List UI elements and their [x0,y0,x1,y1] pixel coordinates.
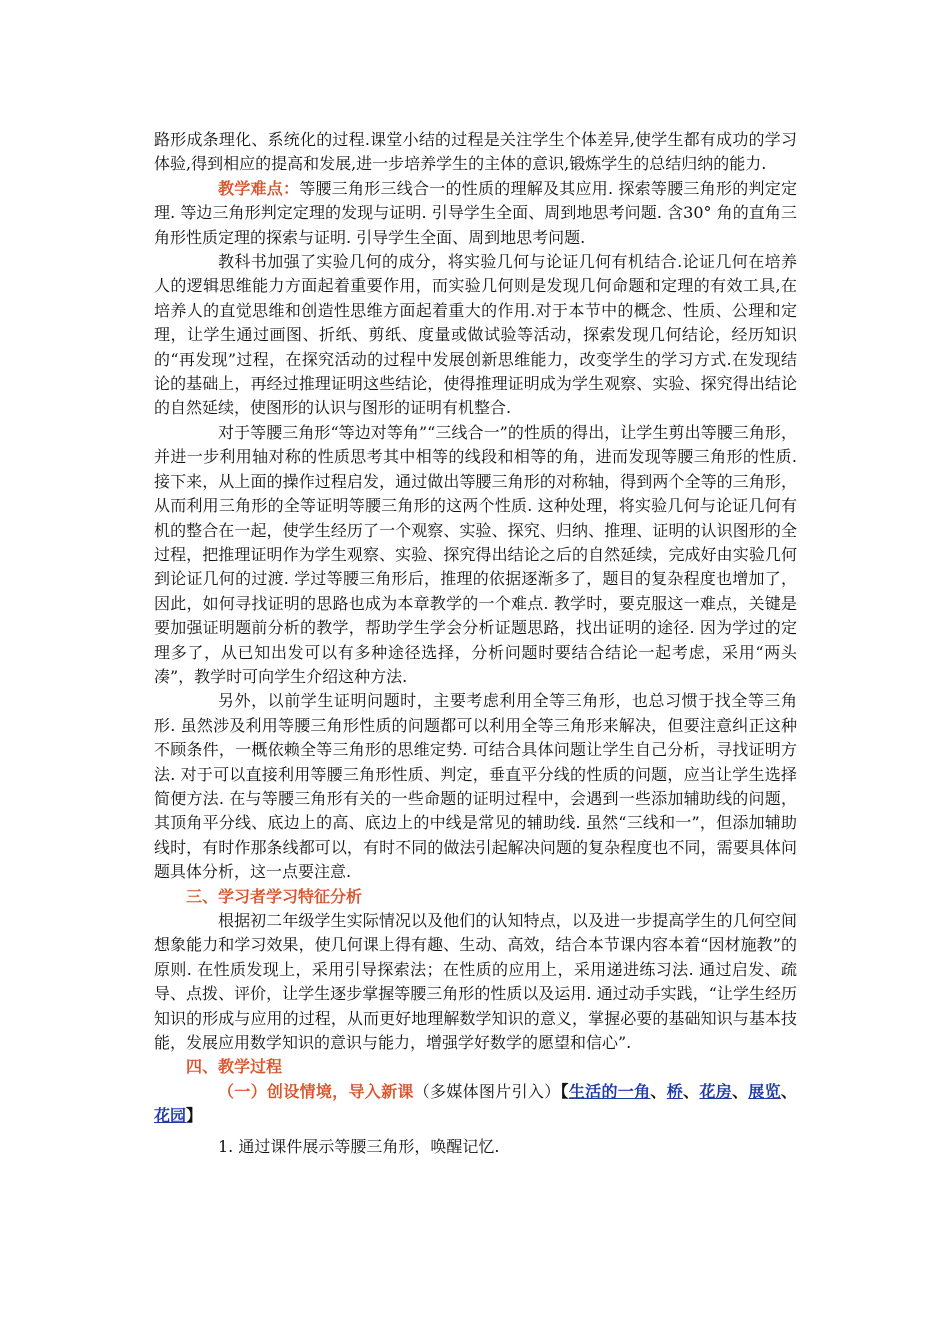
link-separator: 、 [780,1081,797,1101]
link-separator: 、 [650,1081,667,1101]
paragraph-isosceles: 对于等腰三角形“等边对等角”“三线合一”的性质的得出，让学生剪出等腰三角形，并进一步利用轴对称的性质思考其中相等的线段和相等的角，进而发现等腰三角形的性质. 接下来，从上面的操作过程启发，通过做出等腰三角形的对称轴，得到两个全等的三角形，从而利用三角形的全等证明等腰三角形的这两个性质. 这种处理，将实验几何与论证几何有机的整合在一起，使学生经历了一个观察、实验、探究、归纳、推理、证明的认识图形的全过程，把推理证明作为学生观察、实验、探究得出结论之后的自然延续，完成好由实验几何到论证几何的过渡. 学过等腰三角形后，推理的依据逐渐多了，题目的复杂程度也增加了，因此，如何寻找证明的思路也成为本章教学的一个难点. 教学时，要克服这一难点，关键是要加强证明题前分析的教学，帮助学生学会分析证题思路，找出证明的途径. 因为学过的定理多了，从已知出发可以有多种途径选择，分析问题时要结合结论一起考虑，采用“两头凑”，教学时可向学生介绍这种方法. [154,422,797,686]
link-bridge[interactable]: 桥 [666,1081,684,1101]
link-life-corner[interactable]: 生活的一角 [568,1081,651,1101]
link-garden[interactable]: 花园 [154,1106,187,1126]
list-item-1: 1. 通过课件展示等腰三角形，唤醒记忆. [218,1136,500,1156]
link-separator: 、 [731,1081,749,1101]
paragraph-difficulty [154,177,797,250]
paragraph-additional: 另外，以前学生证明问题时，主要考虑利用全等三角形，也总习惯于找全等三角形. 虽然涉及利用等腰三角形性质的问题都可以利用全等三角形来解决，但要注意纠正这种不顾条件，一概依赖全等三角形的思维定势. 可结合具体问题让学生自己分析，寻找证明方法. 对于可以直接利用等腰三角形性质、判定，垂直平分线的性质的问题，应当让学生选择简便方法. 在与等腰三角形有关的一些命题的证明过程中，会遇到一些添加辅助线的问题，其顶角平分线、底边上的高、底边上的中线是常见的辅助线. 虽然“三线和一”，但添加辅助线时，有时作那条线都可以，有时不同的做法引起解决问题的复杂程度也不同，需要具体问题具体分析，这一点要注意. [154,691,797,882]
section-heading-learner-analysis: 三、学习者学习特征分析 [186,886,363,906]
subsection-label: （一）创设情境，导入新课 [218,1081,414,1101]
section-heading-teaching-process: 四、教学过程 [186,1057,283,1077]
subsection-intro [154,1080,797,1129]
paragraph-summary: 路形成条理化、系统化的过程.课堂小结的过程是关注学生个体差异,使学生都有成功的学习体验,得到相应的提高和发展,进一步培养学生的主体的意识,锻炼学生的总结归纳的能力. [154,130,797,174]
document-page [154,128,797,1159]
right-bracket: 】 [186,1106,203,1126]
difficulty-label: 教学难点： [218,178,300,198]
link-greenhouse[interactable]: 花房 [699,1081,732,1101]
paragraph-textbook: 教科书加强了实验几何的成分，将实验几何与论证几何有机结合.论证几何在培养人的逻辑思维能力方面起着重要作用，而实验几何则是发现几何命题和定理的有效工具,在培养人的直觉思维和创造性思维方面起着重大的作用.对于本节中的概念、性质、公理和定理，让学生通过画图、折纸、剪纸、度量或做试验等活动，探索发现几何结论，经历知识的“再发现”过程，在探究活动的过程中发展创新思维能力，改变学生的学习方式.在发现结论的基础上，再经过推理证明这些结论，使得推理证明成为学生观察、实验、探究得出结论的自然延续，使图形的认识与图形的证明有机整合. [154,252,797,418]
link-separator: 、 [683,1081,700,1101]
difficulty-text: 等腰三角形三线合一的性质的理解及其应用. 探索等腰三角形的判定定理. 等边三角形判定定理的发现与证明. 引导学生全面、周到地思考问题. 含30° 角的直角三角形性质定理的探索与证明. 引导学生全面、周到地思考问题. [154,178,797,247]
link-exhibition[interactable]: 展览 [748,1081,781,1101]
left-bracket: 【 [560,1081,569,1101]
media-note: （多媒体图片引入） [413,1081,561,1101]
paragraph-learner-analysis: 根据初二年级学生实际情况以及他们的认知特点，以及进一步提高学生的几何空间想象能力和学习效果，使几何课上得有趣、生动、高效，结合本节课内容本着“因材施教”的原则. 在性质发现上，采用引导探索法；在性质的应用上，采用递进练习法. 通过启发、疏导、点拨、评价，让学生逐步掌握等腰三角形的性质以及运用. 通过动手实践，“让学生经历知识的形成与应用的过程，从而更好地理解数学知识的意义，掌握必要的基础知识与基本技能，发展应用数学知识的意识与能力，增强学好数学的愿望和信心”. [154,911,797,1053]
